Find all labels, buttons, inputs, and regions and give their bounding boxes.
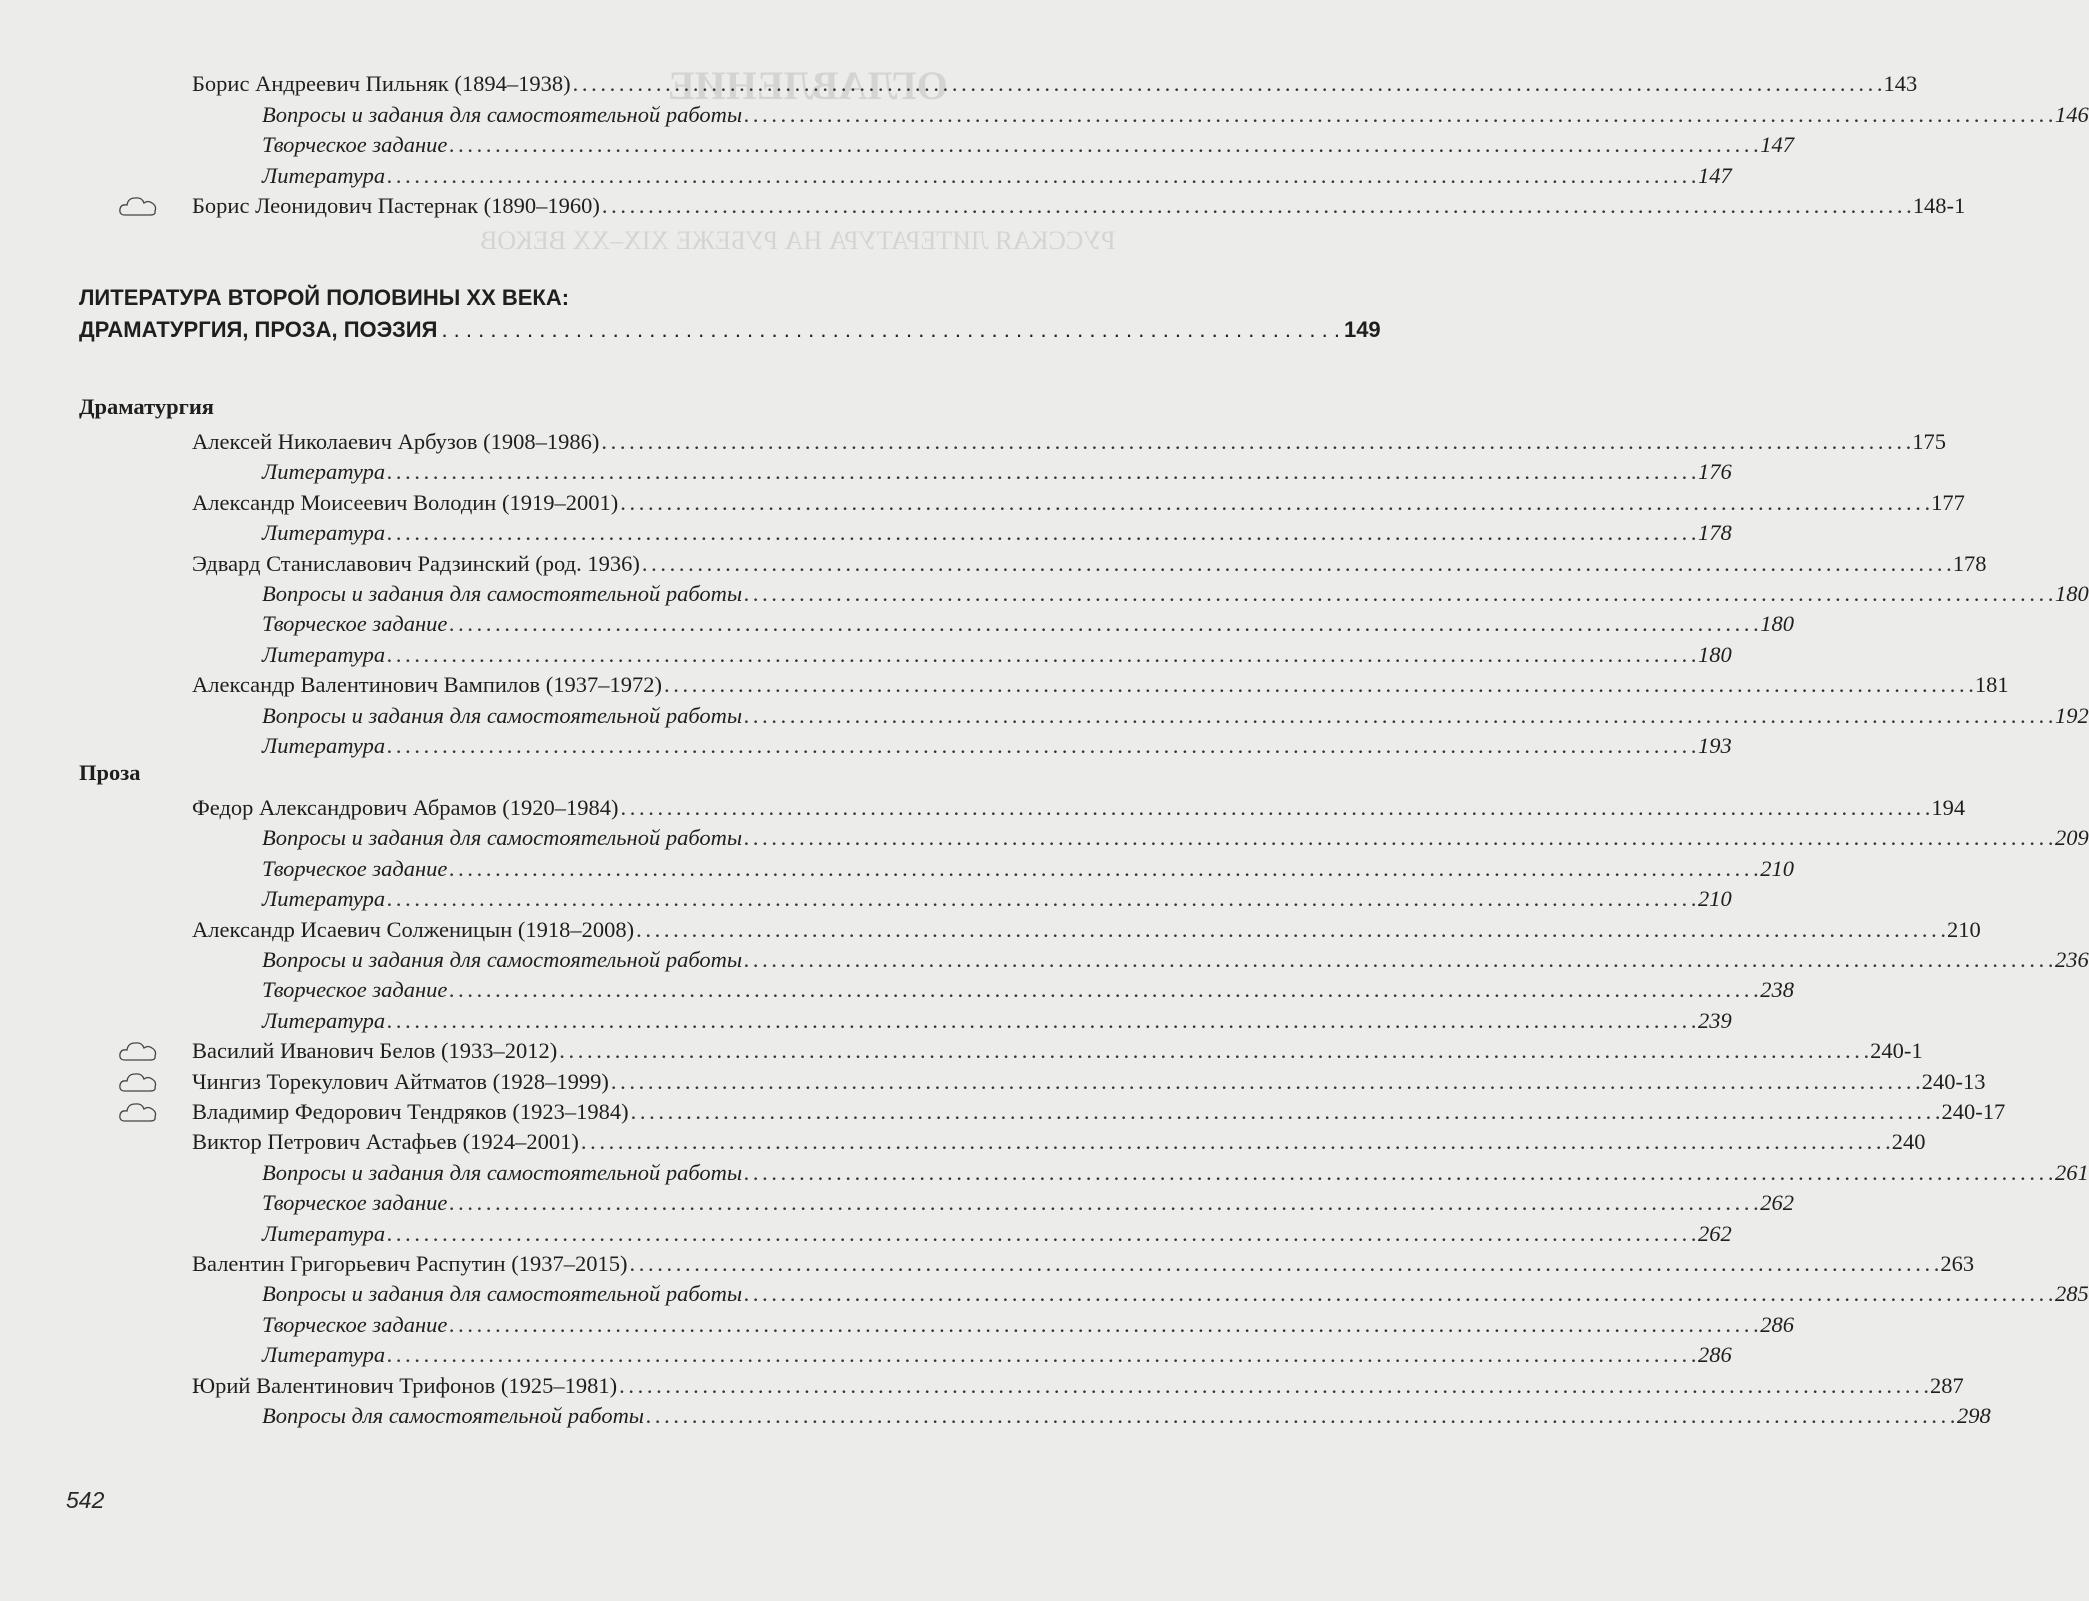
toc-page-number: 236 bbox=[2054, 947, 2089, 972]
leader-dots bbox=[744, 945, 2053, 975]
toc-subentry[interactable] bbox=[262, 854, 1794, 884]
toc-page-number: 209 bbox=[2054, 825, 2089, 851]
leader-dots bbox=[387, 161, 1696, 191]
toc-entry[interactable] bbox=[192, 549, 1987, 579]
leader-dots bbox=[387, 731, 1696, 761]
toc-subentry[interactable] bbox=[262, 1340, 1732, 1370]
leader-dots bbox=[744, 701, 2053, 731]
toc-entry[interactable] bbox=[192, 670, 2009, 700]
toc-subentry[interactable] bbox=[262, 100, 2089, 130]
toc-entry-title: Литература bbox=[262, 520, 386, 546]
leader-dots bbox=[642, 549, 1951, 579]
toc-page-number: 143 bbox=[1883, 71, 1918, 96]
toc-page-number: 210 bbox=[1697, 886, 1732, 912]
toc-entry-title: Борис Андреевич Пильняк (1894–1938) bbox=[192, 71, 571, 96]
toc-entry[interactable] bbox=[192, 1036, 1923, 1066]
leader-dots bbox=[387, 457, 1696, 487]
leader-dots bbox=[664, 670, 1973, 700]
leader-dots bbox=[387, 1219, 1696, 1249]
leader-dots bbox=[573, 69, 1882, 99]
toc-page-number: 146 bbox=[2054, 101, 2089, 127]
leader-dots bbox=[636, 915, 1945, 945]
toc-page-number: 240 bbox=[1891, 1129, 1926, 1155]
toc-entry-title: Виктор Петрович Астафьев (1924–2001) bbox=[192, 1129, 579, 1155]
leader-dots bbox=[602, 191, 1911, 221]
leader-dots bbox=[387, 884, 1696, 914]
toc-entry[interactable] bbox=[192, 488, 1965, 518]
toc-subentry[interactable] bbox=[262, 518, 1732, 548]
toc-page-number: 177 bbox=[1931, 489, 1965, 515]
toc-entry-title: Литература bbox=[262, 162, 386, 188]
toc-entry-title: Литература bbox=[262, 733, 386, 758]
toc-subentry[interactable] bbox=[262, 130, 1794, 160]
leader-dots bbox=[744, 1279, 2053, 1309]
leader-dots bbox=[559, 1036, 1868, 1066]
toc-entry-title: Литература bbox=[262, 1220, 386, 1246]
toc-entry[interactable] bbox=[192, 1097, 2006, 1127]
toc-entry-title: Александр Моисеевич Володин (1919–2001) bbox=[192, 489, 619, 515]
toc-page-number: 261 bbox=[2054, 1159, 2089, 1185]
leader-dots bbox=[449, 1188, 1758, 1218]
toc-entry-title: Александр Исаевич Солженицын (1918–2008) bbox=[192, 916, 635, 942]
toc-page-number: 176 bbox=[1697, 459, 1732, 485]
leader-dots bbox=[387, 518, 1696, 548]
toc-entry[interactable] bbox=[192, 69, 1918, 99]
toc-entry[interactable] bbox=[192, 915, 1981, 945]
toc-page-number: 180 bbox=[2054, 581, 2089, 606]
leader-dots bbox=[449, 1310, 1758, 1340]
toc-entry-title: Литература bbox=[262, 641, 386, 667]
toc-entry[interactable] bbox=[192, 793, 1966, 823]
toc-page-number: 175 bbox=[1912, 429, 1947, 454]
cloud-icon bbox=[117, 1099, 159, 1125]
toc-subentry[interactable] bbox=[262, 1006, 1732, 1036]
toc-entry-title: Алексей Николаевич Арбузов (1908–1986) bbox=[192, 429, 600, 454]
leader-dots bbox=[744, 823, 2053, 853]
drama-heading: Драматургия bbox=[79, 394, 214, 419]
toc-entry-title: Борис Леонидович Пастернак (1890–1960) bbox=[192, 193, 600, 219]
toc-entry-title: Эдвард Станиславович Радзинский (род. 1936) bbox=[192, 550, 640, 576]
leader-dots bbox=[387, 1006, 1696, 1036]
toc-page-number: 180 bbox=[1697, 641, 1732, 667]
toc-page-number: 286 bbox=[1697, 1342, 1732, 1368]
toc-entry[interactable] bbox=[192, 427, 1947, 457]
toc-page-number: 240-17 bbox=[1941, 1099, 2006, 1124]
leader-dots bbox=[449, 854, 1758, 884]
page-number: 542 bbox=[66, 1487, 105, 1513]
toc-page-number: 285 bbox=[2054, 1281, 2089, 1307]
leader-dots bbox=[629, 1249, 1938, 1279]
toc-entry-title: Творческое задание bbox=[262, 611, 448, 637]
toc-page-number: 286 bbox=[1760, 1311, 1794, 1337]
toc-entry-title: Владимир Федорович Тендряков (1923–1984) bbox=[192, 1099, 629, 1124]
cloud-icon bbox=[117, 1038, 159, 1064]
toc-entry-title: Федор Александрович Абрамов (1920–1984) bbox=[192, 795, 619, 820]
toc-entry-title: Вопросы для самостоятельной работы bbox=[262, 1403, 645, 1428]
section-page-number: 149 bbox=[1343, 317, 1381, 342]
toc-entry-title: Василий Иванович Белов (1933–2012) bbox=[192, 1038, 558, 1064]
prose-heading: Проза bbox=[79, 760, 141, 785]
section-title-row[interactable] bbox=[79, 315, 1381, 345]
leader-dots bbox=[441, 315, 1340, 345]
toc-page-number: 210 bbox=[1760, 855, 1794, 881]
toc-page-number: 262 bbox=[1760, 1190, 1794, 1216]
toc-subentry[interactable] bbox=[262, 161, 1732, 191]
toc-entry-title: Вопросы и задания для самостоятельной работы bbox=[262, 101, 743, 127]
toc-page-number: 147 bbox=[1697, 162, 1732, 188]
toc-subentry[interactable] bbox=[262, 1188, 1794, 1218]
toc-page-number: 178 bbox=[1697, 520, 1732, 546]
leader-dots bbox=[611, 1067, 1920, 1097]
toc-entry[interactable] bbox=[192, 191, 1966, 221]
toc-entry[interactable] bbox=[192, 1067, 1986, 1097]
toc-page-number: 240-13 bbox=[1921, 1068, 1986, 1094]
toc-subentry[interactable] bbox=[262, 579, 2089, 609]
leader-dots bbox=[387, 640, 1696, 670]
cloud-icon bbox=[117, 193, 159, 219]
toc-page-number: 192 bbox=[2054, 702, 2089, 728]
toc-subentry[interactable] bbox=[262, 1401, 1991, 1431]
toc-subentry[interactable] bbox=[262, 1219, 1732, 1249]
toc-entry[interactable] bbox=[192, 1371, 1964, 1401]
toc-entry-title: Чингиз Торекулович Айтматов (1928–1999) bbox=[192, 1068, 609, 1094]
toc-entry-title: Творческое задание bbox=[262, 132, 448, 158]
toc-subentry[interactable] bbox=[262, 1310, 1794, 1340]
toc-subentry[interactable] bbox=[262, 884, 1732, 914]
toc-page-number: 194 bbox=[1931, 795, 1966, 820]
toc-entry-title: Вопросы и задания для самостоятельной работы bbox=[262, 702, 743, 728]
toc-page-number: 193 bbox=[1697, 733, 1732, 758]
toc-subentry[interactable] bbox=[262, 731, 1732, 761]
toc-entry[interactable] bbox=[192, 1127, 1926, 1157]
toc-entry-title: Творческое задание bbox=[262, 855, 448, 881]
leader-dots bbox=[387, 1340, 1696, 1370]
toc-page-number: 298 bbox=[1956, 1403, 1991, 1428]
toc-entry-title: Литература bbox=[262, 886, 386, 912]
toc-entry-title: Юрий Валентинович Трифонов (1925–1981) bbox=[192, 1372, 618, 1398]
bleed-through-line: РУССКАЯ ЛИТЕРАТУРА НА РУБЕЖЕ XIX–XX ВЕКОВ bbox=[480, 226, 1116, 255]
toc-subentry[interactable] bbox=[262, 823, 2089, 853]
toc-entry-title: Вопросы и задания для самостоятельной работы bbox=[262, 947, 743, 972]
toc-page-number: 180 bbox=[1760, 611, 1794, 637]
toc-subentry[interactable] bbox=[262, 640, 1732, 670]
toc-page-number: 262 bbox=[1697, 1220, 1732, 1246]
toc-entry-title: Александр Валентинович Вампилов (1937–1972) bbox=[192, 672, 662, 698]
toc-entry-title: Литература bbox=[262, 1342, 386, 1368]
toc-entry-title: Литература bbox=[262, 459, 386, 485]
leader-dots bbox=[449, 130, 1758, 160]
toc-subentry[interactable] bbox=[262, 457, 1732, 487]
section-title-line2: ДРАМАТУРГИЯ, ПРОЗА, ПОЭЗИЯ bbox=[79, 317, 438, 342]
toc-entry[interactable] bbox=[192, 1249, 1975, 1279]
leader-dots bbox=[620, 488, 1929, 518]
toc-page-number: 147 bbox=[1760, 132, 1794, 158]
leader-dots bbox=[449, 609, 1758, 639]
toc-page-number: 210 bbox=[1946, 916, 1981, 942]
toc-page-number: 178 bbox=[1952, 550, 1987, 576]
toc-entry-title: Творческое задание bbox=[262, 977, 448, 1003]
leader-dots bbox=[744, 1158, 2053, 1188]
toc-entry-title: Вопросы и задания для самостоятельной работы bbox=[262, 1281, 743, 1307]
toc-entry-title: Вопросы и задания для самостоятельной работы bbox=[262, 1159, 743, 1185]
toc-entry-title: Валентин Григорьевич Распутин (1937–2015) bbox=[192, 1251, 628, 1276]
leader-dots bbox=[744, 100, 2053, 130]
leader-dots bbox=[744, 579, 2053, 609]
leader-dots bbox=[581, 1127, 1890, 1157]
cloud-icon bbox=[117, 1069, 159, 1095]
leader-dots bbox=[601, 427, 1910, 457]
toc-page-number: 238 bbox=[1760, 977, 1794, 1003]
toc-subentry[interactable] bbox=[262, 701, 2089, 731]
leader-dots bbox=[646, 1401, 1955, 1431]
toc-entry-title: Творческое задание bbox=[262, 1311, 448, 1337]
toc-subentry[interactable] bbox=[262, 1279, 2089, 1309]
toc-subentry[interactable] bbox=[262, 975, 1794, 1005]
bleed-through-heading: ОГЛАВЛЕНИЕ bbox=[668, 63, 948, 108]
toc-page-number: 181 bbox=[1974, 672, 2009, 698]
toc-entry-title: Вопросы и задания для самостоятельной работы bbox=[262, 825, 743, 851]
toc-entry-title: Творческое задание bbox=[262, 1190, 448, 1216]
toc-page-number: 240-1 bbox=[1870, 1038, 1923, 1064]
toc-page-number: 239 bbox=[1697, 1007, 1732, 1033]
leader-dots bbox=[449, 975, 1758, 1005]
toc-subentry[interactable] bbox=[262, 1158, 2089, 1188]
leader-dots bbox=[619, 1371, 1928, 1401]
toc-entry-title: Литература bbox=[262, 1007, 386, 1033]
toc-subentry[interactable] bbox=[262, 945, 2089, 975]
section-title-line1: ЛИТЕРАТУРА ВТОРОЙ ПОЛОВИНЫ XX ВЕКА: bbox=[79, 285, 570, 310]
toc-page-number: 148-1 bbox=[1912, 193, 1966, 219]
leader-dots bbox=[631, 1097, 1940, 1127]
leader-dots bbox=[620, 793, 1929, 823]
toc-subentry[interactable] bbox=[262, 609, 1794, 639]
toc-page-number: 287 bbox=[1929, 1372, 1964, 1398]
toc-entry-title: Вопросы и задания для самостоятельной работы bbox=[262, 581, 743, 606]
toc-page-number: 263 bbox=[1940, 1251, 1975, 1276]
